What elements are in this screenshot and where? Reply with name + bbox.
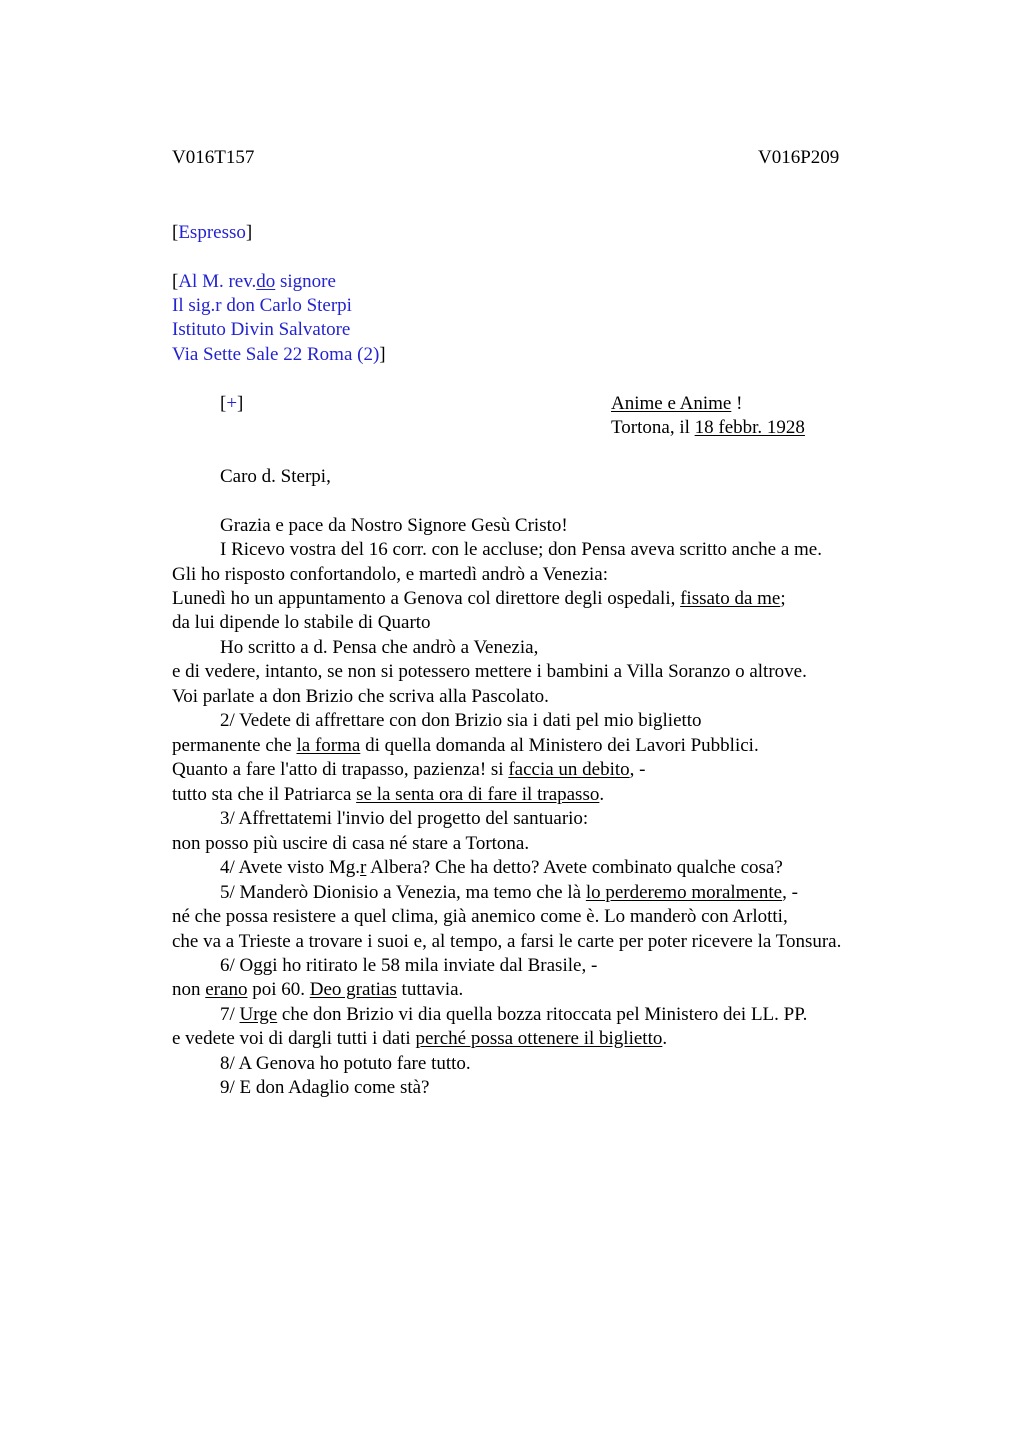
body-line: né che possa resistere a quel clima, già anemico come è. Lo manderò con Arlotti, [172, 906, 788, 927]
cross-mark: [+] [220, 393, 244, 414]
address-line-1: [Al M. rev.do signore [172, 271, 336, 292]
body-line: che va a Trieste a trovare i suoi e, al tempo, a farsi le carte per poter ricevere la Tonsura. [172, 931, 842, 952]
body-line: 8/ A Genova ho potuto fare tutto. [220, 1053, 471, 1074]
body-line: 3/ Affrettatemi l'invio del progetto del santuario: [220, 808, 589, 829]
body-line: Ho scritto a d. Pensa che andrò a Venezia, [220, 637, 539, 658]
body-line: 2/ Vedete di affrettare con don Brizio sia i dati pel mio biglietto [220, 710, 702, 731]
body-line: 9/ E don Adaglio come stà? [220, 1077, 430, 1098]
espresso-note: [Espresso] [172, 222, 253, 243]
body-line: 7/ Urge che don Brizio vi dia quella bozza ritoccata pel Ministero dei LL. PP. [220, 1004, 808, 1025]
body-line: 6/ Oggi ho ritirato le 58 mila inviate dal Brasile, - [220, 955, 598, 976]
document-code-left: V016T157 [172, 147, 255, 168]
dateline: Tortona, il 18 febbr. 1928 [611, 417, 805, 438]
motto: Anime e Anime ! [611, 393, 743, 414]
body-line: non posso più uscire di casa né stare a Tortona. [172, 833, 530, 854]
address-line-3: Istituto Divin Salvatore [172, 319, 351, 340]
greeting: Grazia e pace da Nostro Signore Gesù Cristo! [220, 515, 568, 536]
document-code-right: V016P209 [758, 147, 840, 168]
body-line: Voi parlate a don Brizio che scriva alla Pascolato. [172, 686, 549, 707]
body-line: e vedete voi di dargli tutti i dati perché possa ottenere il biglietto. [172, 1028, 668, 1049]
body-line: 4/ Avete visto Mg.r Albera? Che ha detto? Avete combinato qualche cosa? [220, 857, 783, 878]
body-line: da lui dipende lo stabile di Quarto [172, 612, 431, 633]
body-line: permanente che la forma di quella domanda al Ministero dei Lavori Pubblici. [172, 735, 759, 756]
address-line-4: Via Sette Sale 22 Roma (2)] [172, 344, 386, 365]
body-line: tutto sta che il Patriarca se la senta ora di fare il trapasso. [172, 784, 605, 805]
body-line: Quanto a fare l'atto di trapasso, pazienza! si faccia un debito, - [172, 759, 646, 780]
body-line: Lunedì ho un appuntamento a Genova col direttore degli ospedali, fissato da me; [172, 588, 786, 609]
body-line: 5/ Manderò Dionisio a Venezia, ma temo che là lo perderemo moralmente, - [220, 882, 798, 903]
salutation: Caro d. Sterpi, [220, 466, 331, 487]
address-line-2: Il sig.r don Carlo Sterpi [172, 295, 352, 316]
body-line: non erano poi 60. Deo gratias tuttavia. [172, 979, 464, 1000]
body-line: e di vedere, intanto, se non si potessero mettere i bambini a Villa Soranzo o altrove. [172, 661, 807, 682]
body-line: Gli ho risposto confortandolo, e martedì andrò a Venezia: [172, 564, 608, 585]
body-line: I Ricevo vostra del 16 corr. con le accluse; don Pensa aveva scritto anche a me. [220, 539, 822, 560]
